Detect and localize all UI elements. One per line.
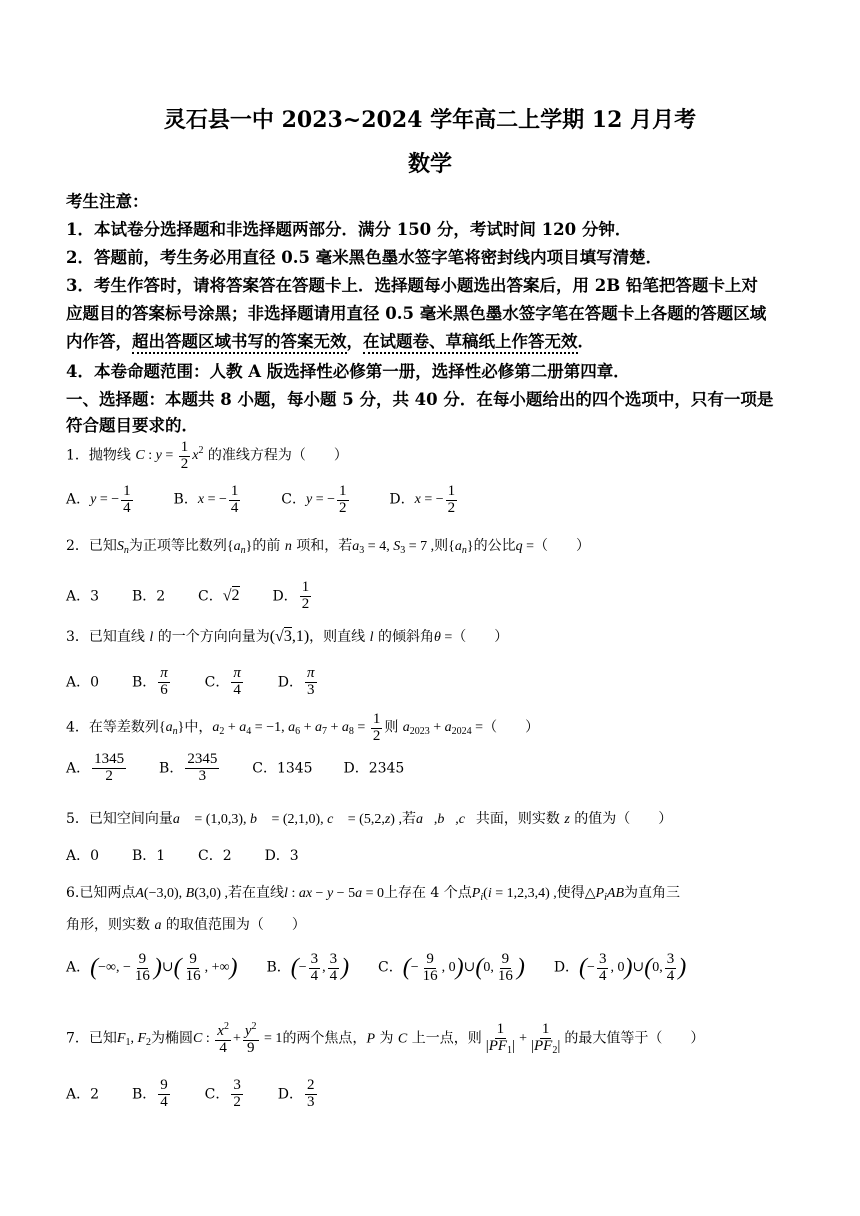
- q4-option-a: $\frac{1345}{2}$: [94, 751, 125, 784]
- q2-text-3: 项和，若: [296, 538, 353, 554]
- q1-text-post: 的准线方程为（ ）: [207, 447, 348, 464]
- q2-n: n: [284, 539, 292, 554]
- q6-line: l : ax − y − 5a = 0: [284, 886, 384, 901]
- q6-text-pre: 6.已知两点: [66, 885, 136, 901]
- q3-text-pre: 3．已知直线: [66, 629, 145, 645]
- q4-option-a-label: A．: [66, 760, 91, 777]
- q7-p: P: [366, 1031, 375, 1047]
- q5-z: z: [564, 812, 570, 827]
- q2-an-2: $\{a_n\}$: [448, 539, 474, 556]
- q7-text-3: 为: [379, 1030, 394, 1047]
- q7-ellipse: C : $\frac{x^2}{4}$ + $\frac{y^2}{9}$ = 1: [193, 1021, 283, 1056]
- notice-3c-emphasis-1: 超出答题区域书写的答案无效: [132, 332, 347, 354]
- q1-option-c-label: C．: [281, 491, 306, 508]
- notice-3a: 3．考生作答时，请将答案答在答题卡上．选择题每小题选出答案后，用 2B 铅笔把答题卡上对: [66, 276, 758, 295]
- question-4: [66, 712, 539, 745]
- q7-option-d: $\frac{2}{3}$: [307, 1077, 315, 1110]
- q7-text-1: 为椭圆: [151, 1030, 194, 1047]
- q6-triangle: $\triangle P_iAB$: [584, 886, 624, 903]
- q6-points: A(−3,0), B(3,0) ,: [135, 886, 229, 901]
- question-4-options: [66, 752, 404, 785]
- q1-option-d: x = − $\frac{1}{2}$: [414, 483, 456, 516]
- question-5: [66, 808, 672, 828]
- notice-2: 2．答题前，考生务必用直径 0.5 毫米黑色墨水签字笔将密封线内项目填写清楚．: [66, 248, 663, 267]
- q7-text-4: 上一点，则: [411, 1030, 482, 1047]
- q5-option-d: D．3: [264, 848, 299, 864]
- q5-text-2: 共面，则实数: [475, 811, 560, 827]
- q5-vectors: a⃗ = (1,0,3), b⃗ = (2,1,0), c⃗ = (5,2,z) ,: [172, 812, 402, 827]
- q6-text-line2: 角形，则实数: [66, 917, 150, 933]
- q5-text-3: 的值为（ ）: [574, 811, 673, 827]
- notice-1: 1．本试卷分选择题和非选择题两部分．满分 150 分，考试时间 120 分钟．: [66, 220, 632, 239]
- q1-text-pre: 1．抛物线: [66, 447, 131, 464]
- q6-pi: $P_i(i = 1,2,3,4)$ ,: [471, 886, 557, 903]
- q6-option-a-label: A．: [66, 959, 91, 976]
- q3-option-b-label: B．: [131, 674, 157, 691]
- q4-option-b-label: B．: [159, 760, 184, 777]
- q2-option-a: A．3: [66, 588, 100, 605]
- notice-3c-mid: ，: [346, 332, 363, 351]
- q2-text-1: 为正项等比数列: [128, 538, 227, 554]
- section-heading-1: 一、选择题：本题共 8 小题，每小题 5 分，共 40 分．在每小题给出的四个选项中，只有一项是: [66, 390, 774, 409]
- exam-subject: 数学: [407, 151, 452, 177]
- q3-option-c: $\frac{\pi}{4}$: [233, 665, 241, 698]
- q2-option-d-label: D．: [272, 588, 298, 605]
- q2-text-5: 的公比: [473, 538, 516, 554]
- q6-option-a: (−∞, − $\frac{9}{16}$ )∪( $\frac{9}{16}$ , +∞): [90, 951, 238, 984]
- q3-option-b: $\frac{\pi}{6}$: [160, 665, 168, 698]
- q3-option-c-label: C．: [204, 674, 230, 691]
- q7-c: C: [397, 1031, 408, 1047]
- q6-text-4: 为直角三: [624, 885, 680, 901]
- q2-text-2: 的前: [252, 538, 281, 554]
- question-5-options: [66, 845, 299, 865]
- q2-option-c: √2: [222, 587, 240, 605]
- q5-option-c: C．2: [198, 848, 232, 864]
- q2-an: $\{a_n\}$: [226, 539, 253, 556]
- q7-option-d-label: D．: [277, 1086, 303, 1103]
- notice-3b: 应题目的答案标号涂黑；非选择题请用直径 0.5 毫米黑色墨水签字笔在答题卡上各题的答题区域: [66, 304, 767, 323]
- notice-3c: [66, 328, 594, 352]
- section-heading-2: 符合题目要求的．: [66, 416, 198, 435]
- q5-option-a: A．0: [66, 848, 100, 864]
- q3-text-3: 的倾斜角: [377, 629, 434, 645]
- question-6: [66, 882, 680, 903]
- q4-condition: $a_2 + a_4 = -1$, $a_6 + a_7 + a_8$ = $\frac{1}{2}$: [212, 711, 381, 744]
- question-3-options: [66, 666, 319, 699]
- q1-option-b-label: B．: [173, 491, 198, 508]
- q4-text-1: 中，: [184, 719, 213, 736]
- q5-abc: a⃗,b⃗,c⃗: [415, 812, 476, 827]
- q2-option-c-label: C．: [198, 588, 223, 605]
- exam-title: 灵石县一中 2023~2024 学年高二上学期 12 月月考: [163, 107, 697, 133]
- q6-text-5: 的取值范围为（ ）: [165, 917, 306, 933]
- question-1-options: [66, 484, 459, 517]
- q6-option-c: (− $\frac{9}{16}$ , 0)∪(0, $\frac{9}{16}$ ): [402, 951, 525, 984]
- q4-option-d: D．2345: [343, 760, 405, 777]
- q1-option-d-label: D．: [389, 491, 415, 508]
- q7-option-a: A．2: [66, 1086, 100, 1103]
- q1-option-b: x = − $\frac{1}{4}$: [197, 483, 239, 516]
- q7-foci: $F_1$, $F_2$: [116, 1031, 152, 1049]
- q4-text-pre: 4．在等差数列: [66, 719, 159, 736]
- q3-option-a: A．0: [66, 674, 100, 691]
- q7-text-pre: 7．已知: [66, 1030, 117, 1047]
- q4-text-post: （ ）: [483, 719, 540, 736]
- q2-q: q =: [515, 539, 534, 554]
- q4-option-b: $\frac{2345}{3}$: [187, 751, 218, 784]
- q7-option-b: $\frac{9}{4}$: [160, 1077, 168, 1110]
- notice-4: 4．本卷命题范围：人教 A 版选择性必修第一册，选择性必修第二册第四章．: [66, 362, 630, 381]
- q6-option-d: (− $\frac{3}{4}$ , 0)∪(0, $\frac{3}{4}$ ): [579, 951, 687, 984]
- q7-option-b-label: B．: [131, 1086, 157, 1103]
- q6-a: a: [154, 918, 162, 933]
- q3-text-2: ，则直线: [309, 629, 366, 645]
- q1-option-a-label: A．: [66, 491, 91, 508]
- q7-text-post: 的最大值等于（ ）: [564, 1030, 705, 1047]
- q7-expression: $\frac{1}{|PF_1|}$ + $\frac{1}{|PF_2|}$: [485, 1021, 561, 1056]
- q5-option-b: B．1: [131, 848, 166, 864]
- question-7: [66, 1022, 704, 1057]
- q3-l-2: l: [369, 630, 374, 645]
- question-7-options: [66, 1078, 319, 1111]
- q2-option-b: B．2: [131, 588, 166, 605]
- q4-text-2: 则: [384, 719, 399, 736]
- q6-text-1: 若在直线: [228, 885, 285, 901]
- question-1: [66, 440, 348, 473]
- q6-text-2: 上存在 4 个点: [383, 885, 472, 901]
- q1-option-c: y = − $\frac{1}{2}$: [305, 483, 347, 516]
- q5-text-pre: 5．已知空间向量: [66, 811, 173, 827]
- question-6-options: [66, 952, 686, 985]
- q6-option-c-label: C．: [378, 959, 403, 976]
- q4-target: $a_{2023} + a_{2024}$ =: [402, 720, 484, 738]
- q3-text-1: 的一个方向向量为: [157, 629, 270, 645]
- q1-formula: C : y = $\frac{1}{2}$ $x^2$: [135, 439, 204, 472]
- notice-heading: 考生注意：: [66, 192, 149, 211]
- question-6-line-2: [66, 914, 306, 934]
- q1-option-a: y = − $\frac{1}{4}$: [90, 483, 131, 516]
- question-2: [66, 535, 590, 556]
- q2-text-post: （ ）: [533, 538, 590, 554]
- q3-theta: θ =: [433, 630, 453, 645]
- q6-option-d-label: D．: [553, 959, 580, 976]
- q7-text-2: 的两个焦点，: [282, 1030, 367, 1047]
- q2-sn: $S_n$: [116, 539, 129, 556]
- q4-option-c: C．1345: [252, 760, 313, 777]
- notice-3c-emphasis-2: 在试题卷、草稿纸上作答无效: [363, 332, 578, 354]
- q4-an: $\{a_n\}$: [158, 720, 185, 738]
- q6-text-3: 使得: [556, 885, 585, 901]
- q2-text-pre: 2．已知: [66, 538, 117, 554]
- q3-option-d-label: D．: [277, 674, 304, 691]
- q6-option-b-label: B．: [266, 959, 291, 976]
- q3-l: l: [149, 630, 154, 645]
- q3-text-post: （ ）: [452, 629, 509, 645]
- notice-3c-end: ．: [577, 332, 594, 351]
- notice-3c-pre: 内作答，: [66, 332, 132, 351]
- q7-option-c: $\frac{3}{2}$: [233, 1077, 241, 1110]
- q3-option-d: $\frac{\pi}{3}$: [307, 665, 315, 698]
- question-3: [66, 626, 508, 646]
- q2-text-4: 则: [434, 538, 449, 554]
- q2-condition: $a_3 = 4$, $S_3 = 7$ ,: [352, 539, 435, 556]
- question-2-options: [66, 580, 313, 613]
- q7-option-c-label: C．: [204, 1086, 230, 1103]
- q3-vector: (√3,1): [269, 628, 310, 645]
- q6-option-b: (− $\frac{3}{4}$ , $\frac{3}{4}$ ): [290, 951, 350, 984]
- q2-option-d: $\frac{1}{2}$: [301, 579, 310, 612]
- q5-text-1: 若: [401, 811, 416, 827]
